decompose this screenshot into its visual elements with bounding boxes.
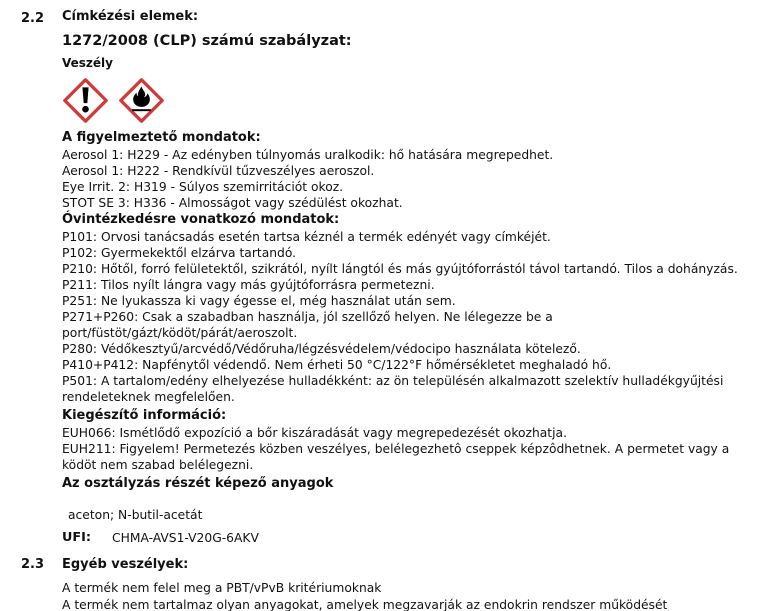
precautionary-statement-line: P210: Hőtől, forró felületektől, szikrától, nyílt lángtól és más gyújtóforrástól távol tartandó. Tilos a dohányzás. bbox=[62, 262, 738, 276]
euh-statement-line: EUH066: Ismétlődő expozíció a bőr kiszáradását vagy megrepedezését okozhatja. bbox=[62, 426, 567, 440]
section-2-3-number: 2.3 bbox=[21, 557, 45, 572]
ghs02-flame-icon bbox=[118, 77, 165, 124]
other-hazards-line: A termék nem felel meg a PBT/vPvB kritériumoknak bbox=[62, 581, 382, 595]
classification-substances-heading: Az osztályzás részét képező anyagok bbox=[62, 476, 334, 491]
precautionary-statement-line: P271+P260: Csak a szabadban használja, jól szellőző helyen. Ne lélegezze be a port/füstöt/gázt/ködöt/párát/aeroszolt. bbox=[62, 310, 553, 340]
signal-word: Veszély bbox=[62, 56, 113, 70]
hazard-statement-line: Aerosol 1: H229 - Az edényben túlnyomás uralkodik: hő hatására megrepedhet. bbox=[62, 148, 554, 162]
precautionary-statement-line: P211: Tilos nyílt lángra vagy más gyújtóforrásra permetezni. bbox=[62, 278, 435, 292]
section-2-2-number: 2.2 bbox=[21, 11, 45, 26]
supplementary-info-heading: Kiegészítő információ: bbox=[62, 408, 227, 423]
precautionary-statement-line: P280: Védőkesztyű/arcvédő/Védőruha/légzésvédelem/védocipo használata kötelező. bbox=[62, 342, 581, 356]
section-2-3-title: Egyéb veszélyek: bbox=[62, 557, 189, 572]
section-2-3 bbox=[21, 557, 757, 611]
ufi-value: CHMA-AVS1-V20G-6AKV bbox=[112, 531, 259, 545]
section-2-2-title: Címkézési elemek: bbox=[62, 9, 199, 24]
ghs-pictogram-row bbox=[62, 77, 757, 124]
euh-statement-line: EUH211: Figyelem! Permetezés közben veszélyes, belélegezhetô cseppek képzôdhetnek. A permetet vagy a ködöt nem szabad belélegezni. bbox=[62, 442, 730, 472]
hazard-statement-line: Eye Irrit. 2: H319 - Súlyos szemirritációt okoz. bbox=[62, 180, 344, 194]
precautionary-statements-heading: Óvintézkedésre vonatkozó mondatok: bbox=[62, 212, 340, 227]
precautionary-statement-line: P102: Gyermekektől elzárva tartandó. bbox=[62, 246, 297, 260]
other-hazards-line: A termék nem tartalmaz olyan anyagokat, amelyek megzavarják az endokrin rendszer működését bbox=[62, 597, 668, 611]
precautionary-statement-line: P251: Ne lyukassza ki vagy égesse el, még használat után sem. bbox=[62, 294, 456, 308]
clp-regulation-heading: 1272/2008 (CLP) számú szabályzat: bbox=[62, 33, 352, 49]
classification-substances-value: aceton; N-butil-acetát bbox=[68, 508, 203, 522]
hazard-statement-line: STOT SE 3: H336 - Almosságot vagy szédülést okozhat. bbox=[62, 196, 403, 210]
ghs07-exclamation-icon bbox=[62, 77, 109, 124]
hazard-statements-heading: A figyelmeztető mondatok: bbox=[62, 130, 261, 145]
ufi-label: UFI: bbox=[62, 530, 92, 545]
precautionary-statement-line: P501: A tartalom/edény elhelyezése hulladékként: az ön településén alkalmazott szelektív hulladékgyűjtési rendeleteknek megfelelően. bbox=[62, 374, 724, 404]
hazard-statement-line: Aerosol 1: H222 - Rendkívül tűzveszélyes aeroszol. bbox=[62, 164, 375, 178]
precautionary-statement-line: P410+P412: Napfénytől védendő. Nem érheti 50 °C/122°F hőmérsékletet meghaladó hő. bbox=[62, 358, 612, 372]
precautionary-statement-line: P101: Orvosi tanácsadás esetén tartsa kéznél a termék edényét vagy címkéjét. bbox=[62, 230, 551, 244]
ufi-row bbox=[62, 530, 757, 546]
